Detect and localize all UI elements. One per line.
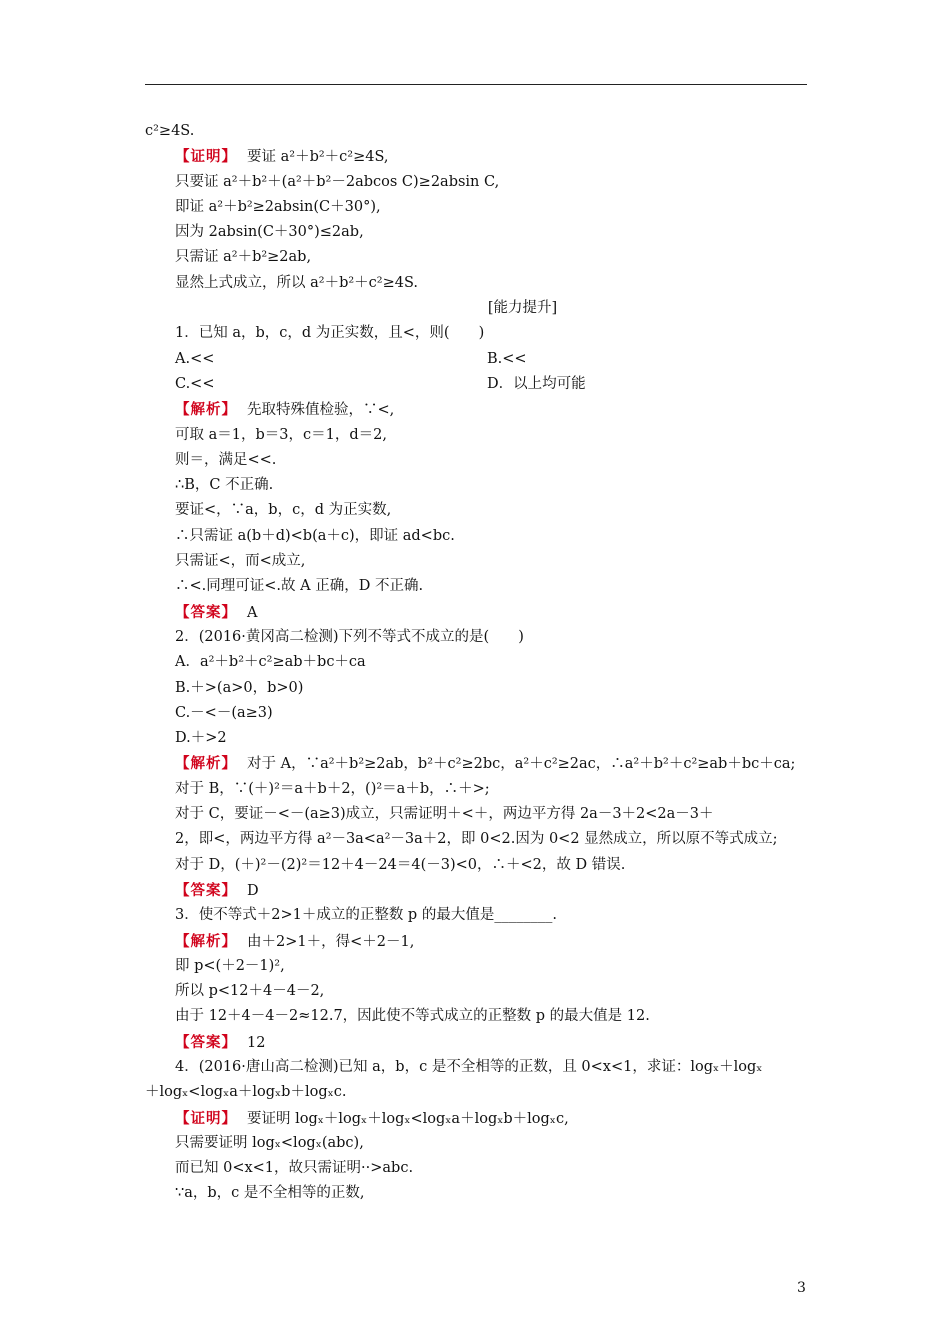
text-line — [145, 498, 810, 523]
line-text: 要证明 logₓ＋logₓ＋logₓ<logₓa＋logₓb＋logₓc, — [247, 1110, 569, 1127]
line-text: 可取 a＝1，b＝3，c＝1，d＝2, — [175, 426, 387, 443]
line-text: 即证 a²＋b²≥2absin(C＋30°), — [175, 198, 381, 215]
line-text: A — [247, 604, 258, 621]
line-text: [能力提升] — [487, 300, 558, 317]
section-tag: 【答案】 — [175, 1033, 237, 1051]
text-line — [145, 903, 810, 928]
line-text: 对于 D，(＋)²－(2)²＝12＋4－24＝4(－3)<0，∴＋<2，故 D 错误. — [175, 856, 626, 873]
section-tag: 【解析】 — [175, 755, 237, 773]
line-text: 由＋2>1＋，得<＋2－1, — [247, 933, 415, 950]
line-text: 所以 p<12＋4－4－2, — [175, 983, 325, 1000]
text-line — [145, 827, 810, 852]
option-label: B.<< — [487, 350, 527, 367]
document-body — [145, 119, 810, 1207]
text-line — [145, 777, 810, 802]
text-line — [145, 979, 810, 1004]
text-line — [145, 1055, 810, 1080]
text-line — [145, 524, 810, 549]
text-line — [145, 170, 810, 195]
text-line — [145, 245, 810, 270]
text-line — [145, 220, 810, 245]
text-line — [145, 144, 810, 169]
option-label: D．以上均可能 — [487, 375, 586, 392]
line-text: C.－<－(a≥3) — [175, 704, 273, 721]
text-line — [145, 321, 810, 346]
line-text: 2．(2016·黄冈高二检测)下列不等式不成立的是( ) — [175, 628, 524, 645]
text-line — [145, 625, 810, 650]
line-text: 因为 2absin(C＋30°)≤2ab, — [175, 224, 364, 241]
option-label: C.<< — [175, 375, 215, 392]
text-line — [145, 600, 810, 625]
text-line — [145, 574, 810, 599]
text-line — [145, 195, 810, 220]
text-line — [145, 701, 810, 726]
line-text: 而已知 0<x<1，故只需证明··>abc. — [175, 1160, 414, 1177]
line-text: D.＋>2 — [175, 730, 227, 747]
text-line — [145, 271, 810, 296]
line-text: 只要证 a²＋b²＋(a²＋b²－2abcos C)≥2absin C, — [175, 173, 500, 190]
line-text: 对于 B，∵(＋)²＝a＋b＋2，()²＝a＋b，∴＋>; — [175, 780, 490, 797]
text-line — [145, 1131, 810, 1156]
line-text: 4．(2016·唐山高二检测)已知 a，b，c 是不全相等的正数，且 0<x<1，求证：logₓ＋logₓ — [175, 1058, 763, 1075]
line-text: 只需证<，而<成立, — [175, 553, 306, 570]
text-line — [145, 1004, 810, 1029]
option-label: A.<< — [175, 350, 215, 367]
header-rule — [145, 84, 807, 85]
text-line — [145, 1030, 810, 1055]
section-tag: 【证明】 — [175, 148, 237, 166]
line-text: 显然上式成立，所以 a²＋b²＋c²≥4S. — [175, 274, 418, 291]
line-text: 12 — [247, 1034, 266, 1051]
line-text: B.＋>(a>0，b>0) — [175, 679, 304, 696]
text-line — [145, 751, 810, 776]
text-line — [145, 878, 810, 903]
section-tag: 【证明】 — [175, 1109, 237, 1127]
text-line — [145, 1080, 810, 1105]
text-line — [145, 372, 810, 397]
section-tag: 【答案】 — [175, 881, 237, 899]
line-text: 即 p<(＋2－1)², — [175, 957, 285, 974]
line-text: c²≥4S. — [145, 123, 195, 139]
line-text: ∴只需证 a(b＋d)<b(a＋c)，即证 ad<bc. — [175, 527, 455, 544]
text-line — [145, 726, 810, 751]
line-text: 只需要证明 logₓ<logₓ(abc), — [175, 1134, 364, 1151]
section-tag: 【答案】 — [175, 603, 237, 621]
line-text: 则＝，满足<<. — [175, 451, 277, 468]
line-text: ＋logₓ<logₓa＋logₓb＋logₓc. — [145, 1084, 347, 1101]
line-text: 由于 12＋4－4－2≈12.7，因此使不等式成立的正整数 p 的最大值是 12. — [175, 1008, 650, 1025]
line-text: A．a²＋b²＋c²≥ab＋bc＋ca — [175, 654, 366, 671]
section-tag: 【解析】 — [175, 932, 237, 950]
line-text: 2，即<，两边平方得 a²－3a<a²－3a＋2，即 0<2.因为 0<2 显然成立，所以原不等式成立; — [175, 831, 778, 848]
line-text: D — [247, 882, 259, 899]
line-text: 对于 C，要证－<－(a≥3)成立，只需证明＋<＋，两边平方得 2a－3＋2<2a－3＋ — [175, 806, 714, 823]
page-number: 3 — [797, 1280, 806, 1296]
line-text: 只需证 a²＋b²≥2ab, — [175, 249, 312, 266]
text-line — [145, 853, 810, 878]
text-line — [145, 448, 810, 473]
line-text: 3．使不等式＋2>1＋成立的正整数 p 的最大值是________. — [175, 907, 557, 924]
line-text: 先取特殊值检验，∵<, — [247, 402, 395, 419]
text-line — [145, 929, 810, 954]
text-line — [145, 473, 810, 498]
text-line — [145, 802, 810, 827]
text-line — [145, 296, 810, 321]
line-text: ∴<.同理可证<.故 A 正确，D 不正确. — [175, 578, 424, 595]
text-line — [145, 1106, 810, 1131]
line-text: 要证 a²＋b²＋c²≥4S, — [247, 149, 389, 166]
text-line — [145, 1156, 810, 1181]
text-line — [145, 650, 810, 675]
line-text: ∴B，C 不正确. — [175, 477, 274, 494]
text-line — [145, 954, 810, 979]
text-line — [145, 676, 810, 701]
line-text: 要证<，∵a，b，c，d 为正实数, — [175, 502, 392, 519]
section-tag: 【解析】 — [175, 401, 237, 419]
line-text: 对于 A，∵a²＋b²≥2ab，b²＋c²≥2bc，a²＋c²≥2ac，∴a²＋b²＋c²≥ab＋bc＋ca; — [247, 756, 796, 773]
line-text: 1．已知 a，b，c，d 为正实数，且<，则( ) — [175, 325, 485, 342]
text-line — [145, 119, 810, 144]
line-text: ∵a，b，c 是不全相等的正数, — [175, 1185, 365, 1202]
text-line — [145, 1181, 810, 1206]
text-line — [145, 397, 810, 422]
text-line — [145, 347, 810, 372]
text-line — [145, 423, 810, 448]
text-line — [145, 549, 810, 574]
